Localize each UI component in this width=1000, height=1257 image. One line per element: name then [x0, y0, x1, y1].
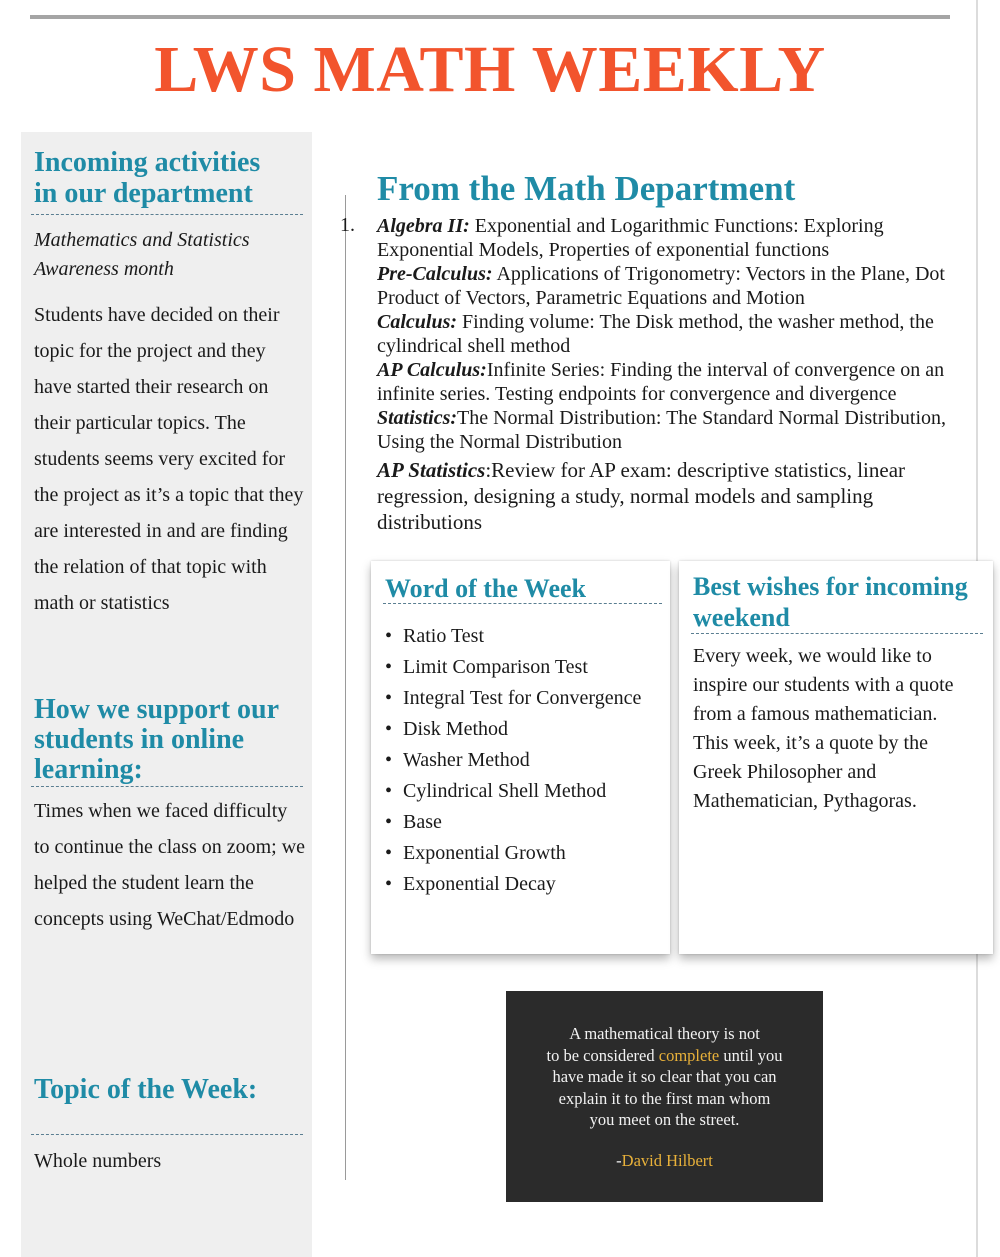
topic-heading: Topic of the Week:	[34, 1074, 258, 1105]
best-wishes-card	[679, 561, 993, 954]
quote-text	[506, 1023, 823, 1131]
course-ap-statistics	[377, 457, 967, 535]
support-heading	[34, 695, 279, 785]
course-ap-calculus	[377, 358, 967, 406]
support-divider	[31, 786, 303, 787]
course-calculus	[377, 310, 967, 358]
word-of-week-heading: Word of the Week	[385, 574, 587, 603]
word-item: • Base	[385, 807, 641, 838]
course-topics: The Normal Distribution: The Standard Normal Distribution, Using the Normal Distribution	[377, 407, 947, 453]
sidebar	[21, 132, 312, 1257]
quote-line: A mathematical theory is not	[569, 1024, 760, 1043]
word-list	[385, 621, 641, 900]
quote-highlight: complete	[658, 1045, 720, 1065]
topic-value: Whole numbers	[34, 1150, 162, 1172]
quote-author	[506, 1151, 823, 1171]
activities-heading-line2: in our department	[34, 178, 253, 209]
course-algebra-ii	[377, 214, 967, 262]
course-topics: Applications of Trigonometry: Vectors in the Plane, Dot Product of Vectors, Parametric Equations and Motion	[377, 263, 945, 309]
course-topics: Exponential and Logarithmic Functions: Exploring Exponential Models, Properties of exponential functions	[377, 215, 884, 261]
course-list	[377, 214, 967, 535]
quote-author-name: David Hilbert	[621, 1151, 713, 1170]
word-item: • Disk Method	[385, 714, 641, 745]
course-name: AP Calculus:	[377, 359, 487, 381]
newsletter-title: LWS MATH WEEKLY	[154, 33, 826, 106]
activities-subtitle-line1: Mathematics and Statistics	[34, 229, 250, 251]
word-item: • Limit Comparison Test	[385, 652, 641, 683]
course-pre-calculus	[377, 262, 967, 310]
quote-author-dash: -	[616, 1151, 622, 1170]
word-item: • Exponential Growth	[385, 838, 641, 869]
activities-body: Students have decided on their topic for the project and they have started their research on their particular topics. The students seems very excited for the project as it’s a topic that they are interested in and are finding the relation of that topic with math or statistics	[34, 304, 304, 614]
word-of-week-card	[371, 561, 670, 954]
activities-divider	[31, 214, 303, 215]
support-heading-line3: learning:	[34, 754, 143, 785]
activities-heading	[34, 147, 260, 209]
course-topics: :Review for AP exam: descriptive statistics, linear regression, designing a study, normal models and sampling distributions	[377, 458, 906, 534]
word-item: • Washer Method	[385, 745, 641, 776]
activities-subtitle	[34, 226, 294, 284]
quote-line: explain it to the first man whom	[558, 1088, 771, 1108]
best-wishes-heading-line2: weekend	[693, 603, 790, 632]
quote-line: you meet on the street.	[589, 1110, 740, 1129]
quote-image	[506, 991, 823, 1202]
list-number: 1.	[340, 214, 355, 236]
quote-line: to be considered	[546, 1045, 659, 1065]
best-wishes-body: Every week, we would like to inspire our students with a quote from a famous mathematician. This week, it’s a quote by the Greek Philosopher and Mathematician, Pythagoras.	[693, 645, 954, 812]
course-name: AP Statistics	[377, 458, 486, 482]
word-item: • Exponential Decay	[385, 869, 641, 900]
best-wishes-heading-line1: Best wishes for incoming	[693, 572, 968, 601]
best-wishes-heading	[693, 571, 968, 633]
top-divider	[30, 15, 950, 19]
course-name: Algebra II:	[377, 215, 470, 237]
activities-heading-line1: Incoming activities	[34, 147, 261, 178]
support-heading-line1: How we support our	[34, 694, 280, 725]
activities-subtitle-line2: Awareness month	[34, 258, 174, 280]
quote-line: until you	[719, 1045, 783, 1065]
course-topics: Infinite Series: Finding the interval of convergence on an infinite series. Testing endpoints for convergence and divergence	[377, 359, 945, 405]
course-topics: Finding volume: The Disk method, the washer method, the cylindrical shell method	[377, 311, 934, 357]
quote-line: have made it so clear that you can	[552, 1067, 777, 1086]
department-heading: From the Math Department	[377, 169, 796, 208]
course-statistics	[377, 406, 967, 454]
topic-divider	[31, 1134, 303, 1135]
course-name: Pre-Calculus:	[377, 263, 493, 285]
word-item: • Ratio Test	[385, 621, 641, 652]
word-item: • Integral Test for Convergence	[385, 683, 641, 714]
course-name: Calculus:	[377, 311, 458, 333]
support-body: Times when we faced difficulty to continue the class on zoom; we helped the student learn the concepts using WeChat/Edmodo	[34, 800, 306, 930]
course-name: Statistics:	[377, 407, 458, 429]
word-of-week-divider	[383, 603, 662, 604]
column-divider	[345, 195, 346, 1180]
best-wishes-divider	[691, 633, 983, 634]
support-heading-line2: students in online	[34, 724, 245, 755]
word-item: • Cylindrical Shell Method	[385, 776, 641, 807]
